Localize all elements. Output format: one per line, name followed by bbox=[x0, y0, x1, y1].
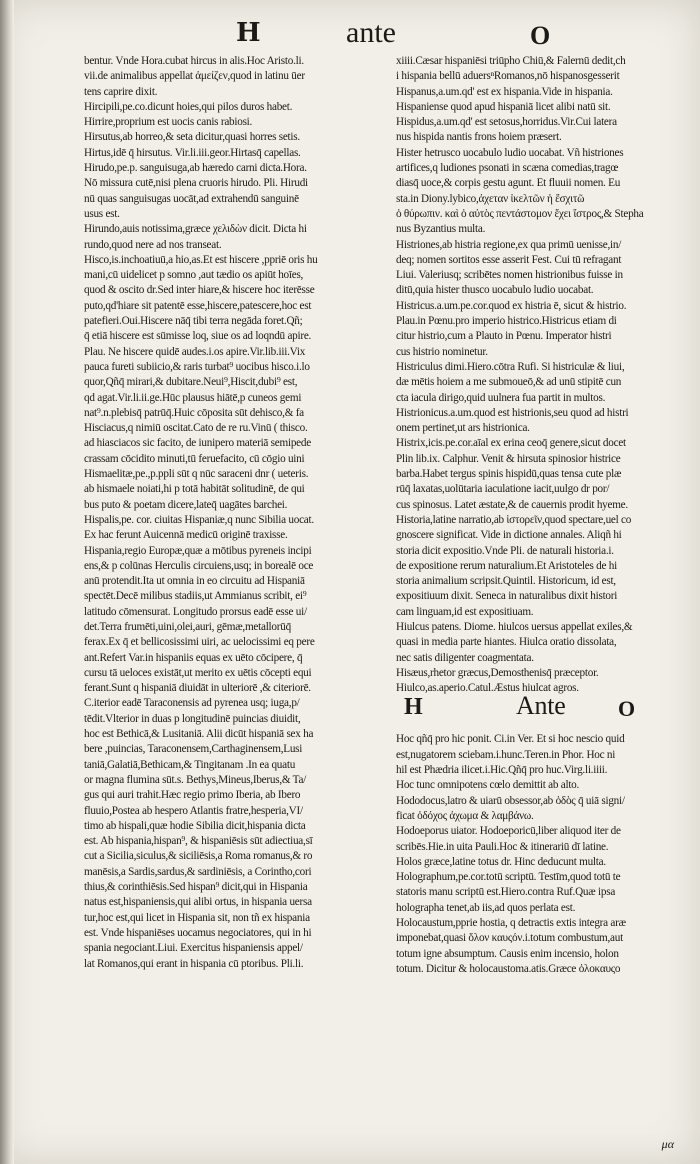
text-line: nec satis diligenter coagmentata. bbox=[396, 651, 534, 664]
right-column bbox=[396, 54, 686, 977]
text-line: scribēs.Hie.in uita Pauli.Hoc & itinerariū dī latine. bbox=[396, 840, 609, 853]
text-line: Hirudo,pe.p. sanguisuga,ab hæredo carni dicta.Hora. bbox=[84, 162, 307, 175]
text-line: storia animalium scripsit.Quintil. Historicum, id est, bbox=[396, 575, 616, 588]
text-line: Hispaniense quod apud hispaniā licet alibi natū sit. bbox=[396, 100, 611, 113]
text-line: timo ab hispali,quæ hodie Sibilia dicit,hispania dicta bbox=[84, 819, 306, 832]
text-line: spectēt.Decē milibus stadiis,ut Ammianus scribit, ei⁹ bbox=[84, 590, 307, 603]
text-line: quor,Qñq̄ mirari,& dubitare.Neui⁹,Hiscit,dubi⁹ est, bbox=[84, 376, 298, 389]
text-line: rundo,quod nere ad nos transeat. bbox=[84, 238, 222, 251]
text-line: ab hismaele noiati,hi p totā habitāt solitudinē, de qui bbox=[84, 483, 305, 496]
text-line: expositiuum dixit. Seneca in naturalibus dixit histori bbox=[396, 590, 618, 603]
text-line: est,nugatorem sciebam.i.hunc.Teren.in Phor. Hoc ni bbox=[396, 748, 616, 761]
text-line: Plau.in Pœnu.pro imperio histrico.Histricus etiam di bbox=[396, 315, 617, 328]
text-line: Hododocus,latro & uiarū obsessor,ab ὁδὸς q̄ uiā signi/ bbox=[396, 794, 625, 807]
text-line: Histrionicus.a.um.quod est histrionis,seu quod ad histri bbox=[396, 406, 629, 419]
text-line: deq; nomen sortitos esse asserit Fest. Cui tū refragant bbox=[396, 253, 622, 266]
catchword: μα bbox=[661, 1137, 674, 1151]
text-line: est. Vnde hispaniēses uocamus negociatores, qui in hi bbox=[84, 926, 312, 939]
text-line: holographa tenet,ab iis,ad quos perlata est. bbox=[396, 901, 576, 914]
text-line: nus Byzantius multa. bbox=[396, 223, 486, 236]
text-line: est. Ab hispania,hispan⁹, & hispaniēsis sūt adiectiua,sī bbox=[84, 835, 313, 848]
text-line: Hirundo,auis notissima,græce χελιδὼν dicit. Dicta hi bbox=[84, 223, 307, 236]
text-line: bere ,puincias, Taraconensem,Carthaginensem,Lusi bbox=[84, 743, 303, 756]
text-line: det.Terra frumēti,uini,olei,auri, gēmæ,metallorūq̄ bbox=[84, 620, 291, 633]
text-line: Plin lib.ix. Calphur. Venit & hirsuta spinosior histrice bbox=[396, 452, 621, 465]
text-line: Hister hetrusco uocabulo ludio uocabat. Vñ histriones bbox=[396, 146, 624, 159]
text-line: diasq̄ uoce,& corpis gestu agunt. Et fluuii nomen. Eu bbox=[396, 177, 621, 190]
header-letter: O bbox=[530, 21, 551, 50]
text-line: gnoscere significat. Vide in dictione annales. Aliqñ hi bbox=[396, 529, 622, 542]
text-line: Hisco,is.inchoatiuū,a hio,as.Et est hiscere ,ppriē oris hu bbox=[84, 253, 318, 266]
text-line: Ex hac ferunt Auicennā medicū originē traxisse. bbox=[84, 529, 288, 542]
text-line: cam linguam,id est expositiuam. bbox=[396, 605, 534, 618]
header-word: ante bbox=[346, 16, 396, 49]
text-line: pauca fureti subiicio,& raris turbat⁹ uocibus hisco.i.lo bbox=[84, 360, 310, 373]
text-line: tēdit.Vlterior in duas p longitudinē puincias diuidit, bbox=[84, 712, 301, 725]
text-line: ferax.Ex q̄ et bellicosissimi uiri, ac uelocissimi eq pere bbox=[84, 636, 315, 649]
text-line: Historia,latine narratio,ab ἱστορεῖν,quod spectare,uel co bbox=[396, 513, 632, 526]
text-line: tur,hoc est,qui licet in Hispania sit, non tñ ex hispania bbox=[84, 911, 310, 924]
text-line: rūq̄ laxatas,uolūtaria iaculatione iacit,uulgo dr por/ bbox=[396, 483, 610, 496]
text-line: Liui. Valeriusq; scribētes nomen histrionibus fuisse in bbox=[396, 269, 623, 282]
running-header bbox=[0, 14, 700, 58]
text-line: Hiulcus patens. Diome. hiulcos uersus appellat exiles,& bbox=[396, 620, 633, 633]
text-line: Histrix,icis.pe.cor.aīal ex erina ceoq̄ genere,sicut docet bbox=[396, 437, 626, 450]
text-line: Hoc tunc omnipotens cœlo demittit ab alto. bbox=[396, 779, 580, 792]
right-column-top bbox=[396, 54, 686, 696]
text-line: cta iacula dirigo,quid uulnera fua partit in multos. bbox=[396, 391, 606, 404]
text-line: nū quas sanguisugas uocāt,ad extrahendū sanguinē bbox=[84, 192, 299, 205]
header-letter-mark: H bbox=[236, 18, 259, 48]
text-line: Hispania,regio Europæ,quæ a mōtibus pyreneis incipi bbox=[84, 544, 312, 557]
text-line: quod & oscito dr.Sed inter hiare,& hiscere hoc iterēsse bbox=[84, 284, 315, 297]
text-line: i hispania bellū aduersⁿRomanos,nō hispanosgesserit bbox=[396, 70, 620, 83]
text-line: Hispanus,a.um.qd' est ex hispania.Vide in hispania. bbox=[396, 85, 613, 98]
text-line: cus spinosus. Latet æstate,& de cauernis prodit hyeme. bbox=[396, 498, 628, 511]
text-line: Hispalis,pe. cor. ciuitas Hispaniæ,q nunc Sibilia uocat. bbox=[84, 513, 314, 526]
section-heading bbox=[396, 691, 686, 732]
text-line: Hisæus,rhetor græcus,Demosthenisq̄ præceptor. bbox=[396, 666, 599, 679]
text-line: nat⁹.n.plebisq̄ patrūq̄.Huic cōposita sūt dehisco,& fa bbox=[84, 406, 304, 419]
text-line: Hirsutus,ab horreo,& seta dicitur,quasi horres setis. bbox=[84, 131, 300, 144]
text-line: mani,cū uidelicet p somno ,aut tædio os apiūt hoīes, bbox=[84, 269, 304, 282]
text-line: Hisciacus,q nimiū oscitat.Cato de re ru.Vinū ( thisco. bbox=[84, 422, 308, 435]
text-line: dæ mētis hoiem a me submoueō,& ad unū stipitē cun bbox=[396, 376, 622, 389]
text-line: taniā,Galatiā,Bethicam,& Tingitanam .In ea quatu bbox=[84, 758, 296, 771]
text-line: ant.Refert Var.in hispaniis equas ex uēto cōcipere, q̄ bbox=[84, 651, 303, 664]
text-line: ferant.Sunt q hispaniā diuidāt in ulteriorē ,& citeriorē. bbox=[84, 682, 311, 695]
text-line: Hispidus,a.um.qd' est setosus,horridus.Vir.Cui latera bbox=[396, 116, 617, 129]
text-line: onem pertinet,ut ars histrionica. bbox=[396, 422, 530, 435]
text-line: Plau. Ne hiscere quidē audes.i.os apire.Vir.lib.iii.Vix bbox=[84, 345, 306, 358]
text-line: statoris manu scriptū est.Hiero.contra Ruf.Quæ ipsa bbox=[396, 886, 616, 899]
text-line: patefieri.Oui.Hiscere nāq̄ tibi terra negāda foret.Qñ; bbox=[84, 315, 303, 328]
text-line: usus est. bbox=[84, 207, 120, 220]
text-line: Histriones,ab histria regione,ex qua primū uenisse,in/ bbox=[396, 238, 622, 251]
text-line: thius,& corinthiēsis.Sed hispan⁹ dicit,qui in Hispania bbox=[84, 881, 308, 894]
text-line: ens,& p colūnas Herculis circuiens,usq; in borealē oce bbox=[84, 559, 314, 572]
text-line: Hoc qñq̄ pro hic ponit. Ci.in Ver. Et si hoc nescio quid bbox=[396, 733, 625, 746]
text-line: Hiulco,as.aperio.Catul.Æstus hiulcat agros. bbox=[396, 682, 579, 695]
text-line: q̄ etiā hiscere est sūmisse loq, siue os ad loqndū apire. bbox=[84, 330, 312, 343]
section-heading-word: Ante bbox=[516, 691, 566, 721]
text-line: manēsis,a Sardis,sardus,& sardiniēsis, a Corintho,cori bbox=[84, 865, 312, 878]
text-line: C.iterior eadē Taraconensis ad pyrenea usq; iuga,p/ bbox=[84, 697, 300, 710]
text-line: cursu tā ueloces existāt,ut merito ex uētis cōcepti equi bbox=[84, 666, 312, 679]
text-line: spania negociant.Liui. Exercitus hispaniensis appel/ bbox=[84, 942, 303, 955]
text-line: Histricus.a.um.pe.cor.quod ex histria ē, sicut & histrio. bbox=[396, 299, 627, 312]
right-column-bottom bbox=[396, 732, 686, 977]
text-line: sta.in Diony.lybico,ἀχεταν ἰκελτῶν ἡ ἔσχιτῶ bbox=[396, 192, 585, 205]
text-line: anū protendit.Ita ut omnia in eo circuitu ad Hispaniā bbox=[84, 575, 305, 588]
text-line: latitudo cōmensurat. Longitudo prorsus eadē esse ui/ bbox=[84, 605, 307, 618]
text-line: de expositione rerum naturalium.Et Aristoteles de hi bbox=[396, 559, 617, 572]
text-line: Holographum,pe.cor.totū scriptū. Testīm,quod totū te bbox=[396, 871, 621, 884]
text-line: Hismaelitæ,pe.,p.ppli sūt q nūc saraceni dnr ( ueteris. bbox=[84, 468, 309, 481]
text-line: gus qui auri trahit.Hæc regio primo Iberia, ab Ibero bbox=[84, 789, 301, 802]
text-line: Hirtus,idē q̄ hirsutus. Vir.li.iii.geor.Hirtasq̄ capellas. bbox=[84, 146, 301, 159]
text-line: lat Romanos,qui erant in hispania cū ptoribus. Pli.li. bbox=[84, 957, 304, 970]
text-line: crassam cōcidito minuti,tū feruefacito, cū cōgio uini bbox=[84, 452, 305, 465]
text-line: Nō missura cutē,nisi plena cruoris hirudo. Pli. Hirudi bbox=[84, 177, 308, 190]
text-line: puto,qd'hiare sit patentē esse,hiscere,patescere,hoc est bbox=[84, 299, 312, 312]
left-column bbox=[84, 54, 376, 972]
text-line: qd agat.Vir.li.ii.ge.Hūc plausus hiātē,p cuneos gemi bbox=[84, 391, 302, 404]
text-line: Holocaustum,pprie hostia, q detractis extis integra aræ bbox=[396, 917, 626, 930]
text-line: Hircipili,pe.co.dicunt hoies,qui pilos duros habet. bbox=[84, 100, 293, 113]
text-line: Holos græce,latine totus dr. Hinc deducunt multa. bbox=[396, 855, 606, 868]
text-line: xiiii.Cæsar hispaniēsi triūpho Chiū,& Falernū dedit,ch bbox=[396, 55, 626, 67]
text-line: ditū,quia hister thusco uocabulo ludio uocabat. bbox=[396, 284, 594, 297]
text-line: hil est Phædria ilicet.i.Hic.Qñq̄ pro huc.Virg.li.iiii. bbox=[396, 764, 608, 777]
text-line: bus puto & poetam dicere,lateq̄ uagātes barchei. bbox=[84, 498, 288, 511]
text-line: imponebat,quasi ὅλον καυςόν.i.totum combustum,aut bbox=[396, 932, 623, 945]
text-line: citur histrio,cum a Plauto in Pœnu. Imperator histri bbox=[396, 330, 612, 343]
text-line: artifices,q ludiones psonati in scæna comedias,tragœ bbox=[396, 162, 619, 175]
page-gutter bbox=[0, 0, 14, 1164]
text-line: tens caprire dixit. bbox=[84, 85, 158, 98]
text-line: ficat ὁδόχος ἀχωμα & λαμβάνω. bbox=[396, 809, 534, 822]
text-line: totum igne absumptum. Causis enim incensio, holon bbox=[396, 947, 619, 960]
text-line: hoc est Bethicā,& Lusitaniā. Alii dicūt hispaniā sex ha bbox=[84, 728, 314, 741]
text-line: bentur. Vnde Hora.cubat hircus in alis.Hoc Aristo.li. bbox=[84, 55, 304, 67]
section-heading-letter: O bbox=[618, 696, 635, 722]
text-line: Histriculus dimi.Hiero.cōtra Rufi. Si histriculæ & liui, bbox=[396, 360, 625, 373]
text-line: vii.de animalibus appellat ἀμείζεν,quod in latinu ūer bbox=[84, 70, 305, 83]
text-line: or magna flumina sūt.s. Bethys,Mineus,Iberus,& Ta/ bbox=[84, 773, 307, 786]
text-line: natus est,hispaniensis,qui alibi ortus, in hispania uersa bbox=[84, 896, 312, 909]
text-line: cus histrio nominetur. bbox=[396, 345, 488, 358]
text-line: ὁ θύρωπιν. καὶ ὁ αὐτὸς πεντάστομον ἔχει ἴστρος,& Stepha bbox=[396, 207, 644, 220]
text-line: nus hispida nantis frons hoiem præsert. bbox=[396, 131, 562, 144]
text-line: totum. Dicitur & holocaustoma.atis.Græce ὁλοκαυςο bbox=[396, 962, 621, 975]
text-line: ad hiasciacos sic facito, de iunipero materiā semipede bbox=[84, 437, 311, 450]
text-line: Hirrire,proprium est uocis canis rabiosi. bbox=[84, 116, 253, 129]
text-line: fluuio,Postea ab hespero Atlantis fratre,hesperia,VI/ bbox=[84, 804, 303, 817]
text-line: cut a Sicilia,siculus,& siciliēsis,a Roma romanus,& ro bbox=[84, 850, 313, 863]
text-line: quasi in media parte hiantes. Hiulca oratio dissolata, bbox=[396, 636, 617, 649]
text-line: storia dicit expositio.Vnde Pli. de naturali historia.i. bbox=[396, 544, 614, 557]
section-heading-mark: H bbox=[404, 694, 421, 721]
text-line: barba.Habet tergus spinis hispidū,quas tensa cute plæ bbox=[396, 468, 622, 481]
text-line: Hodoeporus uiator. Hodoeporicū,liber aliquod iter de bbox=[396, 825, 621, 838]
